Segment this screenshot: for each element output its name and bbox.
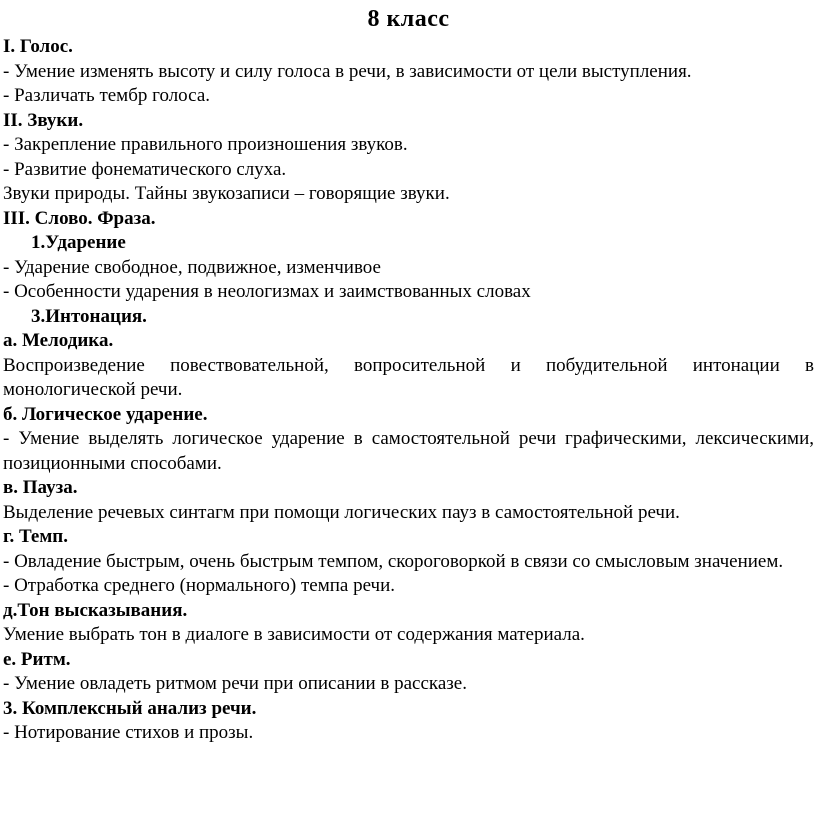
paragraph-rhythm: - Умение овладеть ритмом речи при описании в рассказе.	[3, 673, 467, 694]
subsection-heading-rhythm: е. Ритм.	[3, 648, 71, 670]
section-heading-word: III. Слово. Фраза.	[3, 207, 156, 229]
paragraph-logical-stress: - Умение выделять логическое ударение в самостоятельной речи графическими, лексическими, позиционными способами.	[3, 428, 814, 474]
paragraph-tone: Умение выбрать тон в диалоге в зависимости от содержания материала.	[3, 624, 585, 645]
paragraph-tempo: - Овладение быстрым, очень быстрым темпом, скороговоркой в связи со смысловым значением.	[3, 550, 784, 572]
page-title: 8 класс	[367, 6, 450, 32]
paragraph-melody: Воспроизведение повествовательной, вопросительной и побудительной интонации в монологической речи.	[3, 354, 814, 400]
subsection-heading-logical-stress: б. Логическое ударение.	[3, 403, 208, 425]
section-heading-sounds: II. Звуки.	[3, 109, 84, 131]
subsection-heading-tone: д.Тон высказывания.	[3, 599, 188, 621]
subsection-heading-pause: в. Пауза.	[3, 477, 78, 498]
text-line: - Отработка среднего (нормального) темпа речи.	[3, 575, 396, 596]
text-line: - Различать тембр голоса.	[3, 85, 210, 106]
text-line: - Ударение свободное, подвижное, изменчивое	[3, 256, 381, 278]
text-line: Звуки природы. Тайны звукозаписи – говорящие звуки.	[3, 183, 450, 204]
subsection-heading-melody: а. Мелодика.	[3, 330, 114, 351]
text-line: - Умение изменять высоту и силу голоса в речи, в зависимости от цели выступления.	[3, 60, 692, 82]
subsection-heading-tempo: г. Темп.	[3, 526, 69, 547]
text-line: - Закрепление правильного произношения звуков.	[3, 134, 408, 155]
section-heading-voice: I. Голос.	[3, 36, 73, 57]
paragraph-analysis: - Нотирование стихов и прозы.	[3, 722, 254, 743]
paragraph-pause: Выделение речевых синтагм при помощи логических пауз в самостоятельной речи.	[3, 501, 680, 523]
section-heading-analysis: 3. Комплексный анализ речи.	[3, 697, 257, 719]
text-line: - Развитие фонематического слуха.	[3, 158, 287, 180]
subsection-heading-stress: 1.Ударение	[31, 232, 126, 253]
subsection-heading-intonation: 3.Интонация.	[31, 305, 147, 327]
text-line: - Особенности ударения в неологизмах и заимствованных словах	[3, 281, 531, 302]
